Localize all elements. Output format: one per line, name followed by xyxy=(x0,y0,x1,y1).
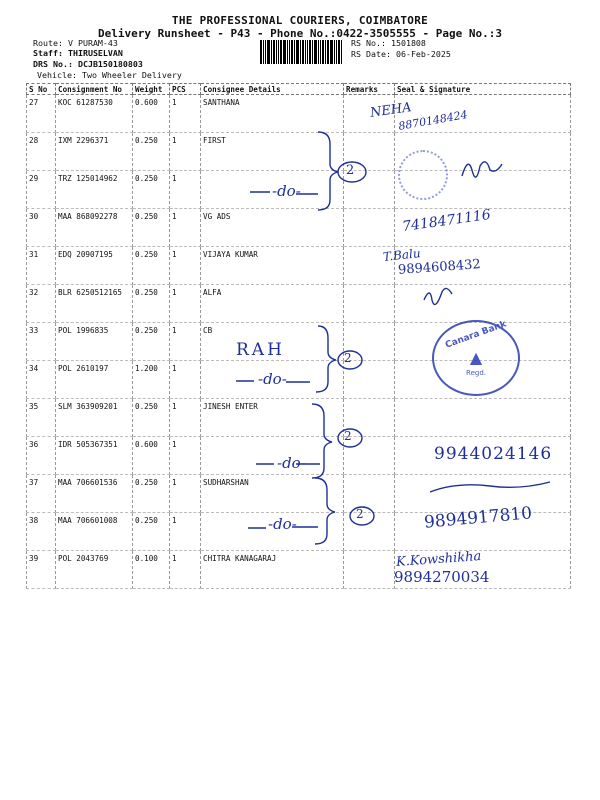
barcode-bar xyxy=(338,40,340,64)
row-pcs: 1 xyxy=(170,171,201,209)
barcode-bar xyxy=(336,40,337,64)
row-consignment: POL 1996835 xyxy=(56,323,133,361)
barcode xyxy=(260,40,346,64)
route-label: Route: V PURAM-43 xyxy=(33,38,118,48)
barcode-bar xyxy=(322,40,324,64)
barcode-bar xyxy=(307,40,308,64)
bank-logo-icon: ▲ xyxy=(469,348,483,367)
table-row xyxy=(27,95,571,133)
barcode-bar xyxy=(314,40,317,64)
row-signature xyxy=(395,399,571,437)
row-consignee: ALFA xyxy=(201,285,344,323)
row-consignee: VIJAYA KUMAR xyxy=(201,247,344,285)
bank-seal-label: Regd. xyxy=(466,369,486,377)
row-consignee xyxy=(201,437,344,475)
table-row xyxy=(27,133,571,171)
table-header-row xyxy=(27,84,571,95)
row-weight: 0.100 xyxy=(133,551,170,589)
row-remarks xyxy=(344,513,395,551)
col-signature: Seal & Signature xyxy=(395,84,571,95)
row-sno: 27 xyxy=(27,95,56,133)
row-weight: 1.200 xyxy=(133,361,170,399)
company-title: THE PROFESSIONAL COURIERS, COIMBATORE xyxy=(171,14,429,27)
barcode-bar xyxy=(309,40,311,64)
row-weight: 0.250 xyxy=(133,247,170,285)
row-weight: 0.250 xyxy=(133,171,170,209)
bank-seal-name: Canara Bank xyxy=(444,319,508,351)
staff-label: Staff: THIRUSELVAN xyxy=(33,48,123,58)
row-consignee: VG ADS xyxy=(201,209,344,247)
barcode-bar xyxy=(289,40,290,64)
rah-mark: RAH xyxy=(236,340,285,360)
row-remarks xyxy=(344,475,395,513)
row-consignee: FIRST xyxy=(201,133,344,171)
row-consignment: TRZ 125014962 xyxy=(56,171,133,209)
row-weight: 0.250 xyxy=(133,475,170,513)
barcode-bar xyxy=(294,40,295,64)
row-consignee: SANTHANA xyxy=(201,95,344,133)
barcode-bar xyxy=(318,40,319,64)
do-mark-33: -do- xyxy=(258,370,287,388)
phone-30: 7418471116 xyxy=(401,206,492,236)
rs-date-label: RS Date: 06-Feb-2025 xyxy=(351,49,451,59)
col-pcs: PCS xyxy=(170,84,201,95)
row-pcs: 1 xyxy=(170,133,201,171)
barcode-bar xyxy=(305,40,306,64)
drs-label: DRS No.: DCJB150180803 xyxy=(33,59,143,69)
col-consignment: Consignment No xyxy=(56,84,133,95)
row-consignment: KOC 61287530 xyxy=(56,95,133,133)
row-sno: 29 xyxy=(27,171,56,209)
barcode-bar xyxy=(302,40,304,64)
row-consignment: IXM 2296371 xyxy=(56,133,133,171)
do-mark-28: -do- xyxy=(272,182,301,200)
row-sno: 33 xyxy=(27,323,56,361)
name-39: K.Kowshikha xyxy=(395,549,482,570)
row-sno: 37 xyxy=(27,475,56,513)
row-remarks xyxy=(344,285,395,323)
row-signature xyxy=(395,285,571,323)
two-mark-28: 2 xyxy=(346,163,355,178)
row-sno: 39 xyxy=(27,551,56,589)
row-sno: 30 xyxy=(27,209,56,247)
row-weight: 0.600 xyxy=(133,437,170,475)
barcode-bar xyxy=(276,40,277,64)
do-mark-37: -do- xyxy=(268,515,297,533)
table-row xyxy=(27,247,571,285)
row-weight: 0.600 xyxy=(133,95,170,133)
bank-seal xyxy=(432,320,520,396)
row-remarks xyxy=(344,551,395,589)
row-consignee: CB xyxy=(201,323,344,361)
two-mark-33: 2 xyxy=(344,351,352,365)
barcode-bar xyxy=(330,40,333,64)
row-sno: 28 xyxy=(27,133,56,171)
barcode-bar xyxy=(312,40,313,64)
row-pcs: 1 xyxy=(170,437,201,475)
barcode-bar xyxy=(334,40,335,64)
barcode-bar xyxy=(280,40,282,64)
row-pcs: 1 xyxy=(170,323,201,361)
sign-27: NEHA xyxy=(369,100,413,121)
barcode-bar xyxy=(265,40,266,64)
row-pcs: 1 xyxy=(170,475,201,513)
row-weight: 0.250 xyxy=(133,133,170,171)
barcode-bar xyxy=(300,40,301,64)
barcode-bar xyxy=(320,40,321,64)
row-pcs: 1 xyxy=(170,285,201,323)
barcode-bar xyxy=(291,40,293,64)
row-consignment: BLR 6250512165 xyxy=(56,285,133,323)
row-consignment: MAA 706601008 xyxy=(56,513,133,551)
phone-27: 8870148424 xyxy=(397,108,469,133)
row-consignment: SLM 363909201 xyxy=(56,399,133,437)
row-pcs: 1 xyxy=(170,361,201,399)
row-consignment: EDQ 20907195 xyxy=(56,247,133,285)
row-weight: 0.250 xyxy=(133,513,170,551)
row-sno: 32 xyxy=(27,285,56,323)
barcode-bar xyxy=(278,40,279,64)
vehicle-label: Vehicle: Two Wheeler Delivery xyxy=(37,70,182,80)
barcode-bar xyxy=(283,40,286,64)
row-pcs: 1 xyxy=(170,513,201,551)
row-pcs: 1 xyxy=(170,399,201,437)
row-sno: 35 xyxy=(27,399,56,437)
barcode-bar xyxy=(271,40,272,64)
table-row xyxy=(27,399,571,437)
rs-no-label: RS No.: 1501808 xyxy=(351,38,426,48)
row-pcs: 1 xyxy=(170,247,201,285)
col-remarks: Remarks xyxy=(344,84,395,95)
col-sno: S No xyxy=(27,84,56,95)
col-weight: Weight xyxy=(133,84,170,95)
row-sno: 34 xyxy=(27,361,56,399)
row-consignment: POL 2610197 xyxy=(56,361,133,399)
barcode-bar xyxy=(325,40,326,64)
do-mark-35: -do- xyxy=(277,454,306,472)
row-weight: 0.250 xyxy=(133,323,170,361)
table-row xyxy=(27,285,571,323)
row-consignment: MAA 706601536 xyxy=(56,475,133,513)
phone-36: 9944024146 xyxy=(434,444,553,464)
two-mark-37: 2 xyxy=(356,507,364,521)
phone-39: 9894270034 xyxy=(394,568,490,586)
phone-31: 9894608432 xyxy=(397,257,482,278)
runsheet-subtitle: Delivery Runsheet - P43 - Phone No.:0422-3505555 - Page No.:3 xyxy=(98,27,502,40)
barcode-bar xyxy=(341,40,342,64)
row-consignee: CHITRA KANAGARAJ xyxy=(201,551,344,589)
row-sno: 38 xyxy=(27,513,56,551)
row-consignment: MAA 868092278 xyxy=(56,209,133,247)
row-pcs: 1 xyxy=(170,209,201,247)
col-consignee: Consignee Details xyxy=(201,84,344,95)
row-consignee: SUDHARSHAN xyxy=(201,475,344,513)
barcode-bar xyxy=(267,40,270,64)
row-weight: 0.250 xyxy=(133,285,170,323)
row-consignee: JINESH ENTER xyxy=(201,399,344,437)
row-remarks xyxy=(344,209,395,247)
barcode-bar xyxy=(327,40,329,64)
row-sno: 36 xyxy=(27,437,56,475)
row-remarks xyxy=(344,361,395,399)
row-pcs: 1 xyxy=(170,95,201,133)
barcode-bar xyxy=(273,40,275,64)
name-31: T.Balu xyxy=(382,246,422,264)
row-sno: 31 xyxy=(27,247,56,285)
row-pcs: 1 xyxy=(170,551,201,589)
faded-stamp xyxy=(398,150,448,200)
two-mark-35: 2 xyxy=(344,429,352,443)
barcode-bar xyxy=(263,40,264,64)
barcode-bar xyxy=(296,40,299,64)
row-weight: 0.250 xyxy=(133,209,170,247)
row-consignment: POL 2043769 xyxy=(56,551,133,589)
phone-38: 9894917810 xyxy=(423,503,533,533)
row-consignment: IDR 505367351 xyxy=(56,437,133,475)
row-weight: 0.250 xyxy=(133,399,170,437)
barcode-bar xyxy=(287,40,288,64)
barcode-bar xyxy=(260,40,262,64)
